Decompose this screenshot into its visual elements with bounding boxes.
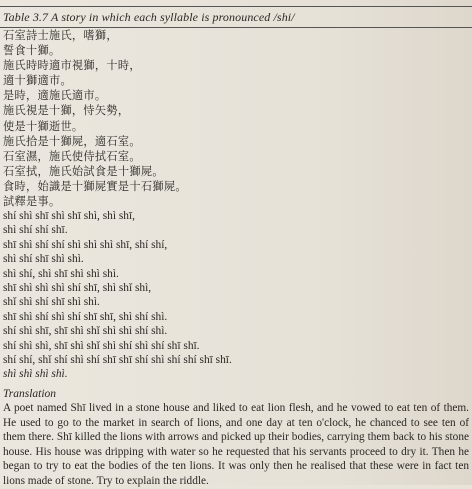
chinese-line: 施氏時時適市視獅，十時， xyxy=(3,59,141,73)
chinese-line: 適十獅適市。 xyxy=(3,74,72,88)
chinese-text-block xyxy=(3,28,443,209)
pinyin-line: shì shí, shì shī shì shì shì. xyxy=(3,267,119,280)
pinyin-line: shī shì shí shí shì shì shì shī, shí shí, xyxy=(3,238,168,251)
chinese-line: 是時，適施氏適市。 xyxy=(3,89,107,103)
pinyin-line: shī shì shì shì shí shī, shì shǐ shì, xyxy=(3,282,152,295)
chinese-line: 石室詩士施氏，嗜獅， xyxy=(3,29,118,42)
translation-heading: Translation xyxy=(3,388,57,400)
pinyin-line: shí shì shì, shī shì shǐ shì shí shì shí shī shī. xyxy=(3,339,200,352)
pinyin-line: shī shì shí shì shí shī shī, shì shí shì. xyxy=(3,310,168,323)
pinyin-line: shì shì shì shì. xyxy=(3,368,68,381)
pinyin-text-block xyxy=(3,209,443,382)
chinese-line: 施氏拾是十獅屍，適石室。 xyxy=(3,134,141,148)
chinese-line: 石室拭，施氏始試食是十獅屍。 xyxy=(3,164,164,178)
table-caption-bar xyxy=(0,6,472,28)
chinese-line: 試釋是事。 xyxy=(3,195,61,209)
chinese-line: 石室濕，施氏使侍拭石室。 xyxy=(3,149,141,163)
chinese-line: 食時，始識是十獅屍實是十石獅屍。 xyxy=(3,179,187,193)
pinyin-line: shí shì shī, shī shì shǐ shì shì shí shì. xyxy=(3,325,168,338)
pinyin-line: shǐ shì shí shī shì shì. xyxy=(3,296,100,309)
chinese-line: 施氏視是十獅，恃矢勢， xyxy=(3,104,130,118)
pinyin-line: shì shí shí shī. xyxy=(3,224,68,237)
pinyin-line: shí shì shī shì shī shì, shì shī, xyxy=(3,210,135,222)
chinese-line: 誓食十獅。 xyxy=(3,44,61,58)
pinyin-line: shí shí, shǐ shí shì shí shī shī shí shì shí shí shī shī. xyxy=(3,354,232,367)
pinyin-line: shì shí shī shì shì. xyxy=(3,253,84,266)
chinese-line: 使是十獅逝世。 xyxy=(3,119,84,133)
table-caption: Table 3.7 A story in which each syllable is pronounced /shi/ xyxy=(3,9,295,24)
translation-paragraph: A poet named Shī lived in a stone house and liked to eat lion flesh, and he vowed to eat ten of them. He used to go to the market in search of lions, and one day at ten o'clock, he chanced to see ten of them there. Shī killed the lions with arrows and picked up their bodies, carrying them back to his stone house. His house was dripping with water so he requested that his servants proceed to dry it. Then he began to try to eat the bodies of the ten lions. It was only then he realised that these were in fact ten lions made of stone. Try to explain the riddle. xyxy=(3,402,469,487)
